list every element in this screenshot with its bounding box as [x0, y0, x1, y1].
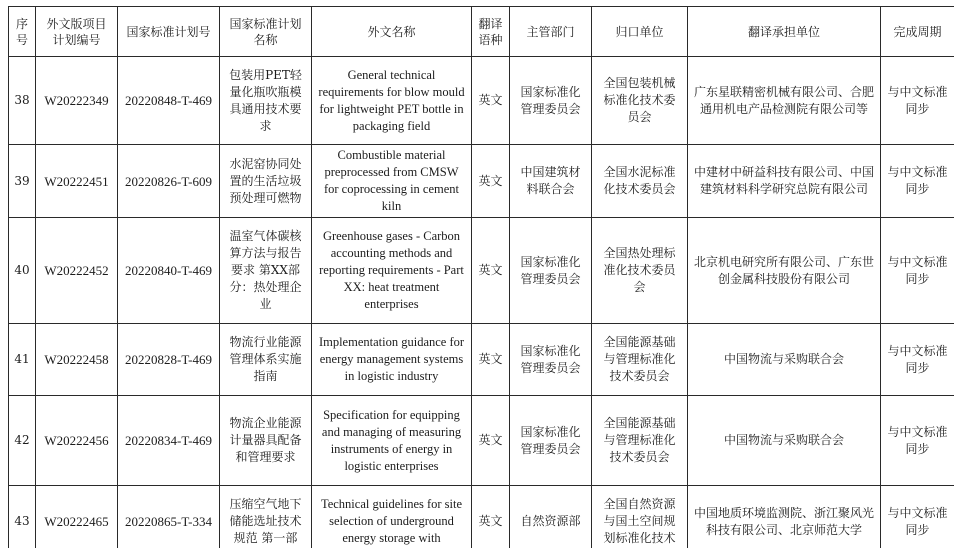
cell-lang: 英文 [472, 218, 510, 324]
cell-foreign-name: Combustible material preprocessed from CMSW for coprocessing in cement kiln [312, 145, 472, 218]
cell-foreign-plan-no: W20222451 [36, 145, 118, 218]
cell-national-plan-name: 压缩空气地下储能选址技术规范 第一部 [220, 486, 312, 549]
header-foreign-plan-no: 外文版项目计划编号 [36, 7, 118, 57]
cell-tc: 全国包装机械标准化技术委员会 [592, 57, 688, 145]
cell-national-plan-no: 20220828-T-469 [118, 324, 220, 396]
cell-national-plan-no: 20220840-T-469 [118, 218, 220, 324]
cell-period: 与中文标准同步 [881, 396, 955, 486]
cell-lang: 英文 [472, 57, 510, 145]
cell-lang: 英文 [472, 396, 510, 486]
cell-national-plan-no: 20220848-T-469 [118, 57, 220, 145]
cell-national-plan-no: 20220834-T-469 [118, 396, 220, 486]
cell-translator: 中国地质环境监测院、浙江聚风光科技有限公司、北京师范大学 [688, 486, 881, 549]
cell-tc: 全国能源基础与管理标准化技术委员会 [592, 396, 688, 486]
cell-foreign-name: Implementation guidance for energy management systems in logistic industry [312, 324, 472, 396]
cell-seq: 43 [9, 486, 36, 549]
cell-tc: 全国自然资源与国土空间规划标准化技术 [592, 486, 688, 549]
cell-lang: 英文 [472, 145, 510, 218]
header-foreign-name: 外文名称 [312, 7, 472, 57]
cell-period: 与中文标准同步 [881, 57, 955, 145]
table-row [9, 324, 955, 396]
table-row [9, 396, 955, 486]
header-translator: 翻译承担单位 [688, 7, 881, 57]
table-row [9, 486, 955, 549]
cell-dept: 自然资源部 [510, 486, 592, 549]
header-row [9, 7, 955, 57]
header-national-plan-no: 国家标准计划号 [118, 7, 220, 57]
cell-translator: 中国物流与采购联合会 [688, 396, 881, 486]
cell-tc: 全国水泥标准化技术委员会 [592, 145, 688, 218]
standards-table-sheet [8, 6, 954, 548]
standards-plan-table [8, 6, 954, 548]
cell-foreign-plan-no: W20222465 [36, 486, 118, 549]
header-lang: 翻译语种 [472, 7, 510, 57]
cell-translator: 中国物流与采购联合会 [688, 324, 881, 396]
cell-seq: 42 [9, 396, 36, 486]
header-seq: 序号 [9, 7, 36, 57]
cell-period: 与中文标准同步 [881, 145, 955, 218]
cell-foreign-plan-no: W20222452 [36, 218, 118, 324]
cell-period: 与中文标准同步 [881, 218, 955, 324]
cell-lang: 英文 [472, 324, 510, 396]
cell-seq: 39 [9, 145, 36, 218]
cell-foreign-plan-no: W20222458 [36, 324, 118, 396]
cell-national-plan-no: 20220826-T-609 [118, 145, 220, 218]
cell-tc: 全国能源基础与管理标准化技术委员会 [592, 324, 688, 396]
cell-translator: 北京机电研究所有限公司、广东世创金属科技股份有限公司 [688, 218, 881, 324]
cell-national-plan-name: 包装用PET轻量化瓶吹瓶模具通用技术要求 [220, 57, 312, 145]
table-row [9, 218, 955, 324]
cell-period: 与中文标准同步 [881, 486, 955, 549]
header-tc: 归口单位 [592, 7, 688, 57]
cell-foreign-name: Greenhouse gases - Carbon accounting methods and reporting requirements - Part XX: heat treatment enterprises [312, 218, 472, 324]
cell-national-plan-name: 水泥窑协同处置的生活垃圾预处理可燃物 [220, 145, 312, 218]
header-national-plan-name: 国家标准计划名称 [220, 7, 312, 57]
cell-dept: 中国建筑材料联合会 [510, 145, 592, 218]
header-period: 完成周期 [881, 7, 955, 57]
cell-seq: 41 [9, 324, 36, 396]
cell-dept: 国家标准化管理委员会 [510, 218, 592, 324]
cell-dept: 国家标准化管理委员会 [510, 57, 592, 145]
cell-national-plan-name: 物流行业能源管理体系实施指南 [220, 324, 312, 396]
cell-dept: 国家标准化管理委员会 [510, 396, 592, 486]
cell-foreign-name: Specification for equipping and managing of measuring instruments of energy in logistic enterprises [312, 396, 472, 486]
cell-lang: 英文 [472, 486, 510, 549]
cell-seq: 38 [9, 57, 36, 145]
table-row [9, 57, 955, 145]
cell-national-plan-name: 物流企业能源计量器具配备和管理要求 [220, 396, 312, 486]
cell-tc: 全国热处理标准化技术委员会 [592, 218, 688, 324]
cell-dept: 国家标准化管理委员会 [510, 324, 592, 396]
cell-national-plan-name: 温室气体碳核算方法与报告要求 第XX部分：热处理企业 [220, 218, 312, 324]
cell-foreign-plan-no: W20222456 [36, 396, 118, 486]
cell-translator: 广东星联精密机械有限公司、合肥通用机电产品检测院有限公司等 [688, 57, 881, 145]
table-row [9, 145, 955, 218]
cell-seq: 40 [9, 218, 36, 324]
header-dept: 主管部门 [510, 7, 592, 57]
cell-translator: 中建材中研益科技有限公司、中国建筑材料科学研究总院有限公司 [688, 145, 881, 218]
cell-foreign-plan-no: W20222349 [36, 57, 118, 145]
cell-national-plan-no: 20220865-T-334 [118, 486, 220, 549]
cell-period: 与中文标准同步 [881, 324, 955, 396]
cell-foreign-name: Technical guidelines for site selection of underground energy storage with [312, 486, 472, 549]
cell-foreign-name: General technical requirements for blow mould for lightweight PET bottle in packaging field [312, 57, 472, 145]
